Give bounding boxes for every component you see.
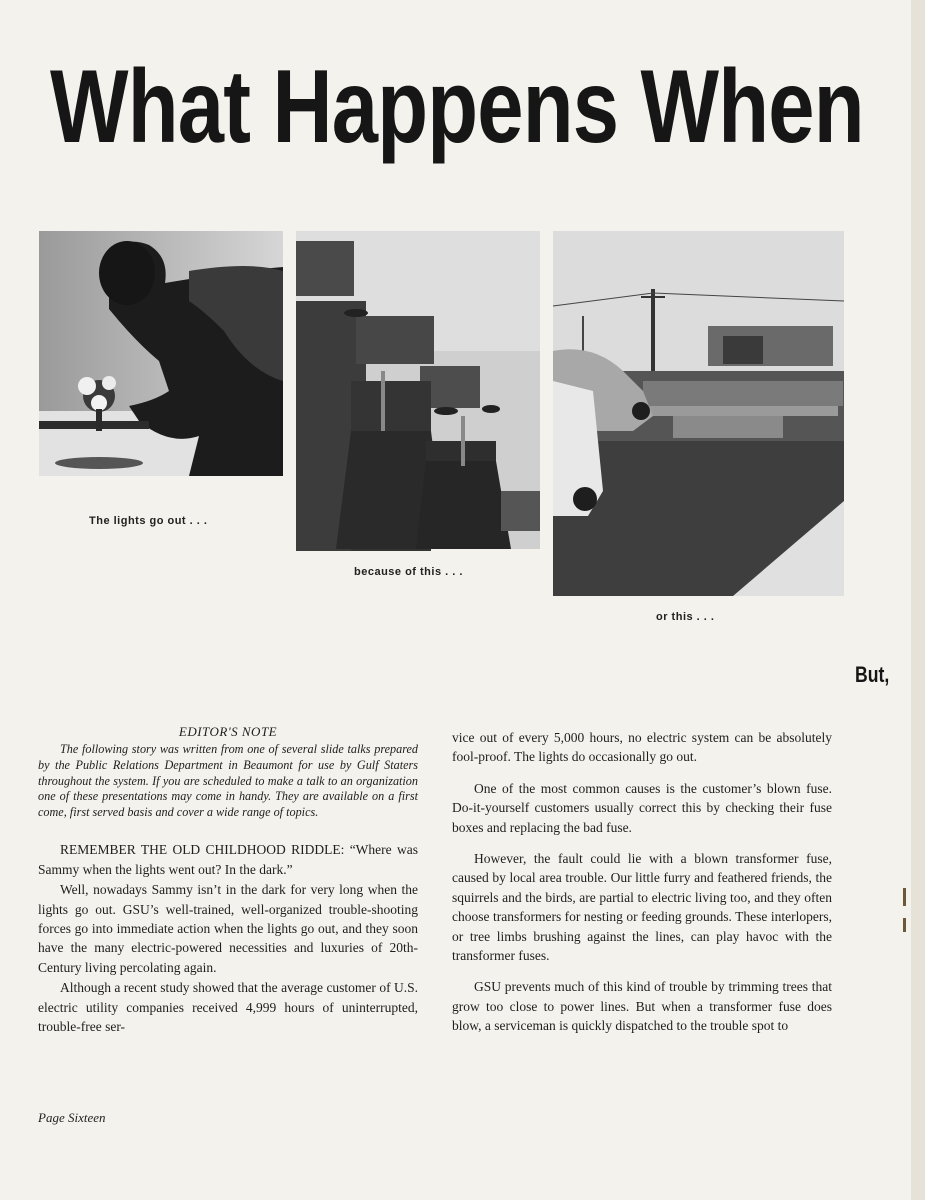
paragraph: Although a recent study showed that the average customer of U.S. electric utility companies received 4,999 hours of uninterrupted, trouble-free ser- xyxy=(38,980,418,1035)
continuation-text: But, xyxy=(855,662,890,687)
photo-caption-1: The lights go out . . . xyxy=(89,515,208,527)
page-number: Page Sixteen xyxy=(38,1110,106,1125)
margin-mark xyxy=(903,918,906,932)
paragraph: GSU prevents much of this kind of trouble by trimming trees that grow too close to power lines. But when a transformer fuse does blow, a serviceman is quickly dispatched to the trouble spot to xyxy=(452,979,832,1034)
right-column xyxy=(452,728,832,1036)
paragraph: vice out of every 5,000 hours, no electric system can be absolutely fool-proof. The lights do occasionally go out. xyxy=(452,730,832,765)
editors-note-body: The following story was written from one of several slide talks prepared by the Public Relations Department in Beaumont for use by Gulf Staters throughout the system. If you are scheduled to make a talk to an organization one of these presentations may come in handy. They are available on a first come, first served basis and cover a wide range of topics. xyxy=(38,742,418,819)
photo-storm-damage xyxy=(553,231,844,596)
margin-mark xyxy=(903,888,906,906)
left-column xyxy=(38,722,418,1036)
paragraph: One of the most common causes is the customer’s blown fuse. Do-it-yourself customers usually correct this by checking their fuse boxes and replacing the bad fuse. xyxy=(452,780,832,835)
photo-electrical-equipment xyxy=(296,231,540,549)
photo-caption-2: because of this . . . xyxy=(354,566,463,578)
photo-caption-3: or this . . . xyxy=(656,611,715,623)
headline: What Happens When xyxy=(50,49,864,165)
paragraph: However, the fault could lie with a blown transformer fuse, caused by local area trouble. Our little furry and feathered friends, the squirrels and the birds, are partial to electric living too, and they often choose transformers for nesting or feeding grounds. These interlopers, or tree limbs brushing against the lines, can play havoc with the transformer fuses. xyxy=(452,851,832,964)
editors-note-title: EDITOR'S NOTE xyxy=(178,724,278,739)
paragraph: REMEMBER THE OLD CHILDHOOD RIDDLE: “Where was Sammy when the lights went out? In the dark.” xyxy=(38,842,418,877)
page-edge xyxy=(911,0,925,1200)
paragraph: Well, nowadays Sammy isn’t in the dark for very long when the lights go out. GSU’s well-trained, well-organized trouble-shooting forces go into immediate action when the lights go out, and they soon have the many electric-powered necessities and luxuries of 20th-Century living percolating again. xyxy=(38,882,418,975)
photo-man-at-table xyxy=(39,231,283,476)
